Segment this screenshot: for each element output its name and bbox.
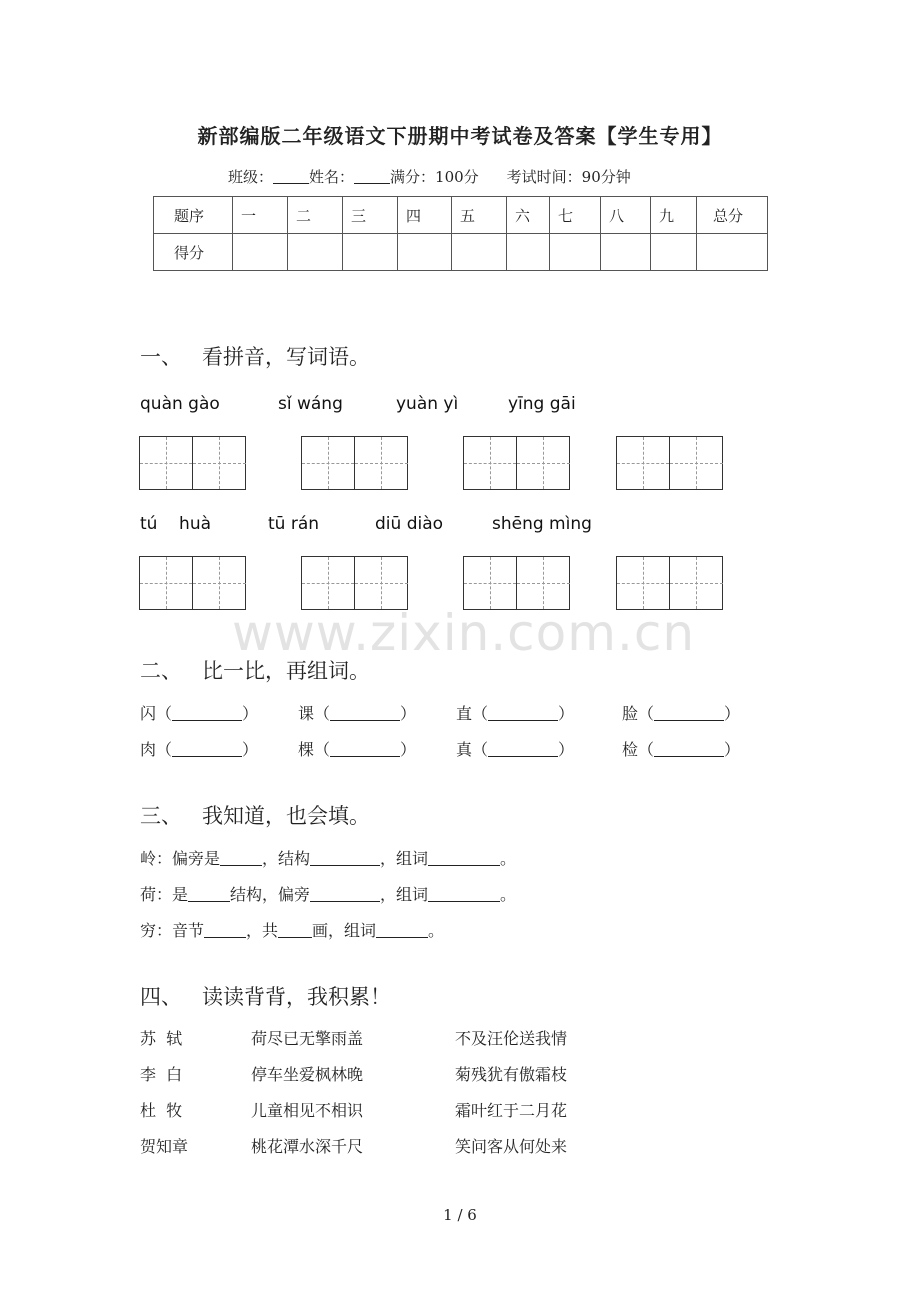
page-number: 1 / 6 xyxy=(443,1206,477,1224)
writing-box[interactable] xyxy=(139,556,246,610)
answer-blank[interactable] xyxy=(278,923,312,938)
compare-item: 肉（ ） xyxy=(140,740,259,759)
score-header-cell: 总分 xyxy=(697,197,768,234)
score-header-cell: 七 xyxy=(550,197,601,234)
exam-info xyxy=(228,166,631,187)
section-title: 我知道，也会填。 xyxy=(202,804,370,828)
score-input-cell[interactable] xyxy=(343,234,398,271)
fill-line xyxy=(140,846,516,869)
pinyin-label: shēng mìng xyxy=(492,514,592,534)
poem-line: 菊残犹有傲霜枝 xyxy=(455,1065,568,1084)
score-input-cell[interactable] xyxy=(651,234,697,271)
score-header-cell: 五 xyxy=(452,197,507,234)
answer-blank[interactable] xyxy=(654,706,724,721)
score-header-cell: 三 xyxy=(343,197,398,234)
answer-blank[interactable] xyxy=(204,923,246,938)
fill-text: ，结构 xyxy=(262,849,311,868)
fill-line xyxy=(140,918,444,941)
fill-text: 画，组词 xyxy=(312,921,377,940)
section-title: 比一比，再组词。 xyxy=(202,659,370,683)
score-header-cell: 九 xyxy=(651,197,697,234)
answer-blank[interactable] xyxy=(488,742,558,757)
poem-line: 荷尽已无擎雨盖 xyxy=(251,1029,364,1048)
answer-blank[interactable] xyxy=(654,742,724,757)
pinyin-label: sǐ wáng xyxy=(278,394,343,414)
writing-box[interactable] xyxy=(301,436,408,490)
class-blank[interactable] xyxy=(273,170,309,184)
answer-blank[interactable] xyxy=(172,742,242,757)
compare-char: 脸 xyxy=(622,704,639,723)
score-header-cell: 六 xyxy=(507,197,550,234)
score-input-cell[interactable] xyxy=(288,234,343,271)
fill-text: 穷：音节 xyxy=(140,921,205,940)
compare-item: 真（ ） xyxy=(456,740,575,759)
fill-text: 岭：偏旁是 xyxy=(140,849,221,868)
section-number: 一、 xyxy=(140,345,182,369)
writing-box[interactable] xyxy=(616,436,723,490)
section-number: 二、 xyxy=(140,659,182,683)
score-header-cell: 四 xyxy=(398,197,452,234)
compare-char: 直 xyxy=(456,704,473,723)
pinyin-label: yuàn yì xyxy=(396,394,459,414)
compare-item: 课（ ） xyxy=(298,704,417,723)
score-header-row xyxy=(154,197,768,234)
writing-box[interactable] xyxy=(463,556,570,610)
score-header-cell: 二 xyxy=(288,197,343,234)
fill-text: 。 xyxy=(428,921,445,940)
section-3-heading xyxy=(140,800,370,830)
section-number: 三、 xyxy=(140,804,182,828)
compare-item: 检（ ） xyxy=(622,740,741,759)
full-score: 满分：100分 xyxy=(390,168,479,186)
watermark: www.zixin.com.cn xyxy=(232,604,696,662)
answer-blank[interactable] xyxy=(488,706,558,721)
writing-box[interactable] xyxy=(139,436,246,490)
compare-item: 闪（ ） xyxy=(140,704,259,723)
answer-blank[interactable] xyxy=(310,851,380,866)
score-header-cell: 八 xyxy=(601,197,651,234)
fill-text: 荷：是 xyxy=(140,885,189,904)
pinyin-label: diū diào xyxy=(375,514,444,534)
poem-line: 停车坐爱枫林晚 xyxy=(251,1065,364,1084)
section-title: 看拼音，写词语。 xyxy=(202,345,370,369)
fill-text: ，组词 xyxy=(380,849,429,868)
poem-line: 桃花潭水深千尺 xyxy=(251,1137,364,1156)
poem-line: 笑问客从何处来 xyxy=(455,1137,568,1156)
score-table xyxy=(153,196,768,271)
score-input-cell[interactable] xyxy=(507,234,550,271)
exam-time: 考试时间：90分钟 xyxy=(506,168,631,186)
score-input-cell[interactable] xyxy=(452,234,507,271)
pinyin-label: tū rán xyxy=(268,514,320,534)
answer-blank[interactable] xyxy=(310,887,380,902)
section-title: 读读背背，我积累！ xyxy=(202,985,391,1009)
writing-box[interactable] xyxy=(301,556,408,610)
section-4-heading xyxy=(140,981,391,1011)
compare-char: 肉 xyxy=(140,740,157,759)
answer-blank[interactable] xyxy=(428,887,500,902)
page-title: 新部编版二年级语文下册期中考试卷及答案【学生专用】 xyxy=(197,124,723,148)
score-input-cell[interactable] xyxy=(398,234,452,271)
answer-blank[interactable] xyxy=(330,742,400,757)
pinyin-label: yīng gāi xyxy=(508,394,576,414)
compare-char: 棵 xyxy=(298,740,315,759)
score-row-label: 得分 xyxy=(154,234,233,271)
name-label: 姓名： xyxy=(309,168,355,186)
score-input-cell[interactable] xyxy=(233,234,288,271)
compare-item: 直（ ） xyxy=(456,704,575,723)
poem-line: 霜叶红于二月花 xyxy=(455,1101,568,1120)
answer-blank[interactable] xyxy=(330,706,400,721)
class-label: 班级： xyxy=(228,168,274,186)
pinyin-label: tú huà xyxy=(140,514,212,534)
answer-blank[interactable] xyxy=(428,851,500,866)
pinyin-label: quàn gào xyxy=(140,394,220,414)
score-input-cell[interactable] xyxy=(601,234,651,271)
answer-blank[interactable] xyxy=(220,851,262,866)
poem-line: 不及汪伦送我情 xyxy=(455,1029,568,1048)
compare-char: 课 xyxy=(298,704,315,723)
poet-name: 贺知章 xyxy=(140,1137,189,1156)
fill-text: 。 xyxy=(500,849,517,868)
score-input-cell[interactable] xyxy=(550,234,601,271)
name-blank[interactable] xyxy=(354,170,390,184)
writing-box[interactable] xyxy=(616,556,723,610)
score-value-row xyxy=(154,234,768,271)
fill-text: 。 xyxy=(500,885,517,904)
compare-char: 真 xyxy=(456,740,473,759)
score-header-cell: 一 xyxy=(233,197,288,234)
section-1-heading xyxy=(140,341,370,371)
fill-text: ，组词 xyxy=(380,885,429,904)
writing-box[interactable] xyxy=(463,436,570,490)
compare-char: 检 xyxy=(622,740,639,759)
section-number: 四、 xyxy=(140,985,182,1009)
poem-line: 儿童相见不相识 xyxy=(251,1101,364,1120)
compare-item: 脸（ ） xyxy=(622,704,741,723)
compare-item: 棵（ ） xyxy=(298,740,417,759)
poet-name: 苏 轼 xyxy=(140,1029,183,1048)
poet-name: 杜 牧 xyxy=(140,1101,183,1120)
answer-blank[interactable] xyxy=(188,887,230,902)
answer-blank[interactable] xyxy=(172,706,242,721)
answer-blank[interactable] xyxy=(376,923,428,938)
poet-name: 李 白 xyxy=(140,1065,183,1084)
section-2-heading xyxy=(140,655,370,685)
compare-char: 闪 xyxy=(140,704,157,723)
fill-line xyxy=(140,882,516,905)
score-header-cell: 题序 xyxy=(154,197,233,234)
fill-text: ，共 xyxy=(246,921,279,940)
score-input-cell[interactable] xyxy=(697,234,768,271)
fill-text: 结构，偏旁 xyxy=(230,885,311,904)
